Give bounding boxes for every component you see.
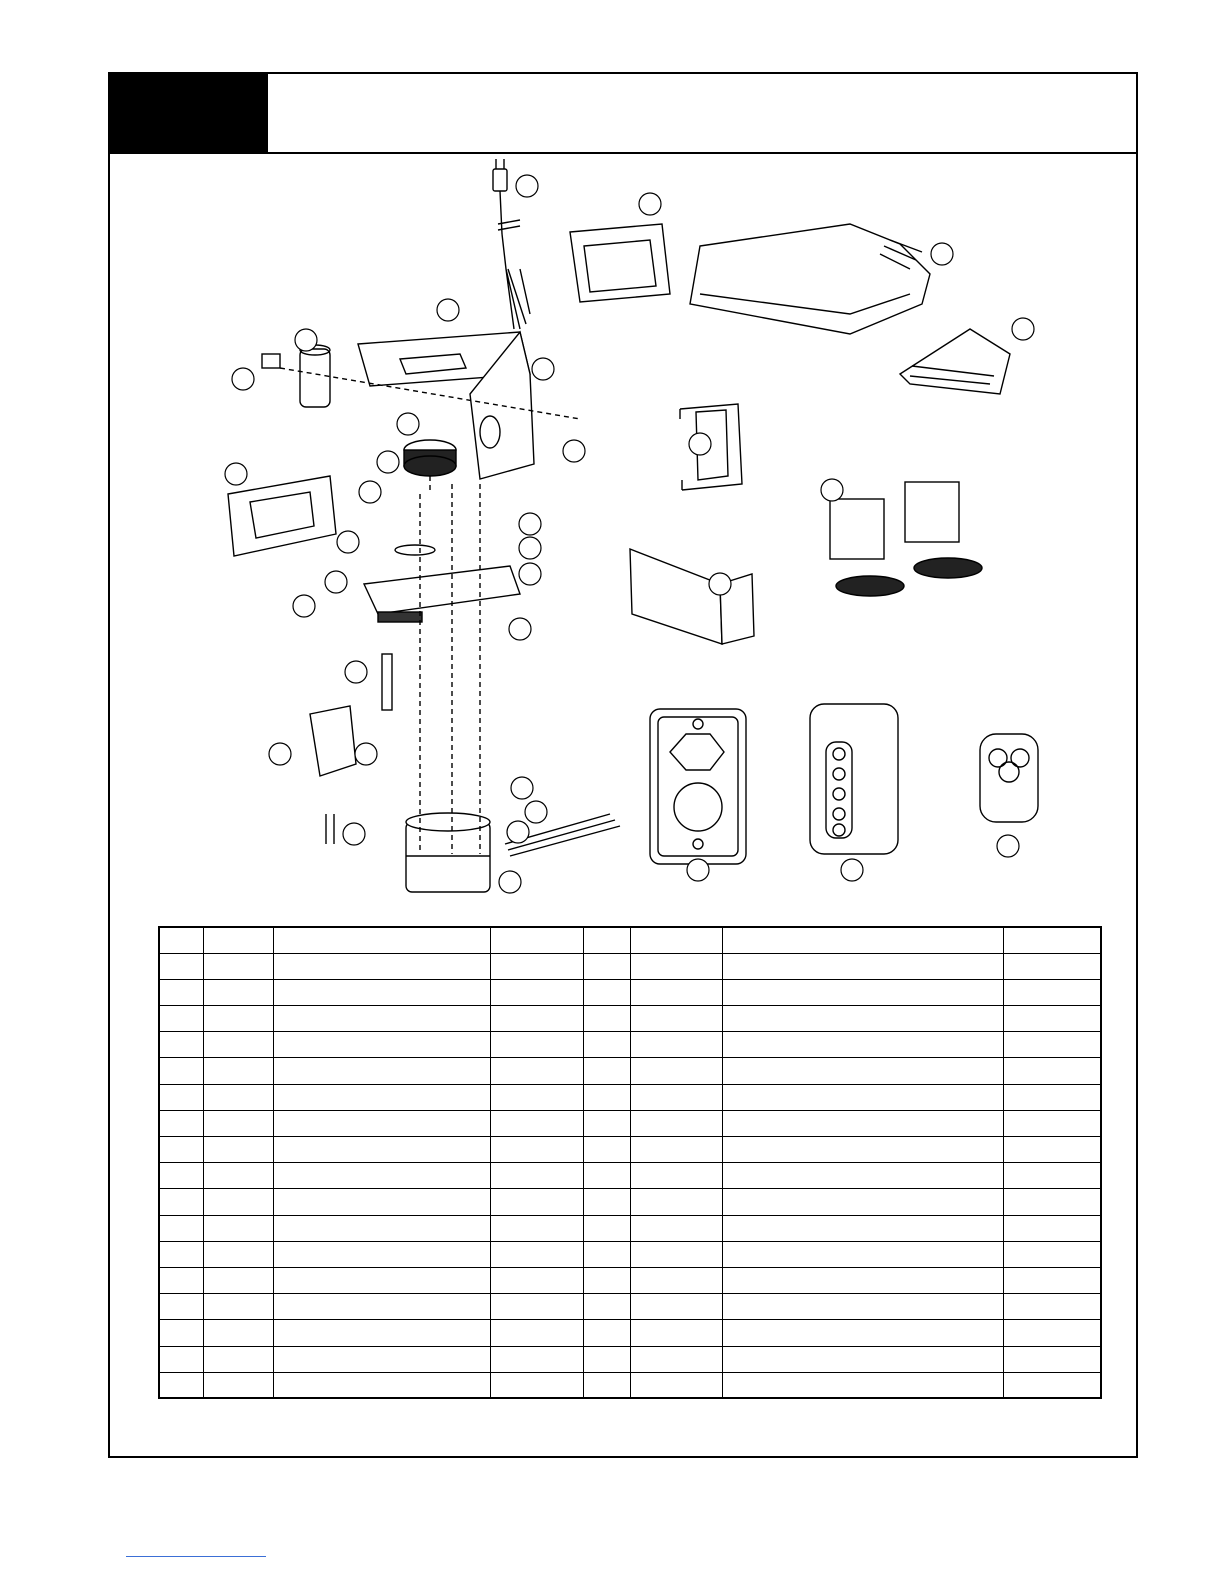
table-cell <box>722 1110 1003 1136</box>
table-cell <box>203 1163 273 1189</box>
table-cell <box>159 1006 203 1032</box>
table-cell <box>1003 979 1101 1005</box>
table-cell <box>159 1241 203 1267</box>
table-cell <box>630 1294 722 1320</box>
table-cell <box>583 1372 630 1398</box>
sensor-bracket-part <box>310 706 356 844</box>
parts-list-body <box>159 953 1101 1398</box>
table-cell <box>630 953 722 979</box>
table-cell <box>159 1372 203 1398</box>
shaft-part <box>382 654 392 710</box>
table-cell <box>1003 1267 1101 1293</box>
table-cell <box>722 1346 1003 1372</box>
cover-part <box>690 224 930 334</box>
table-cell <box>159 1215 203 1241</box>
mounting-plate-part <box>364 545 520 614</box>
lens-part <box>900 329 1010 394</box>
table-row <box>159 1294 1101 1320</box>
table-cell <box>1003 1084 1101 1110</box>
table-cell <box>203 1267 273 1293</box>
table-cell <box>203 1320 273 1346</box>
table-cell <box>583 1058 630 1084</box>
table-cell <box>490 1006 583 1032</box>
table-cell <box>203 1137 273 1163</box>
table-cell <box>583 1084 630 1110</box>
table-cell <box>630 1372 722 1398</box>
table-cell <box>1003 1215 1101 1241</box>
table-cell <box>722 1058 1003 1084</box>
parts-list-table <box>158 926 1102 1399</box>
table-cell <box>273 1346 490 1372</box>
header-cell <box>159 927 203 953</box>
table-cell <box>159 1189 203 1215</box>
angle-bracket-part <box>630 549 754 644</box>
table-cell <box>273 979 490 1005</box>
table-cell <box>1003 1320 1101 1346</box>
table-cell <box>273 1163 490 1189</box>
small-gear-part <box>378 612 422 622</box>
table-cell <box>490 1320 583 1346</box>
table-cell <box>490 1346 583 1372</box>
table-row <box>159 1267 1101 1293</box>
table-cell <box>630 979 722 1005</box>
table-cell <box>159 953 203 979</box>
switch-part <box>262 354 280 368</box>
table-cell <box>1003 1163 1101 1189</box>
table-cell <box>273 1137 490 1163</box>
end-panel-part <box>570 224 670 302</box>
table-cell <box>1003 1372 1101 1398</box>
table-row <box>159 1006 1101 1032</box>
table-cell <box>203 1006 273 1032</box>
table-row <box>159 1189 1101 1215</box>
table-cell <box>722 1163 1003 1189</box>
table-cell <box>273 1006 490 1032</box>
table-cell <box>159 979 203 1005</box>
table-cell <box>273 1032 490 1058</box>
table-cell <box>583 1294 630 1320</box>
header-cell <box>583 927 630 953</box>
table-cell <box>490 1137 583 1163</box>
drive-gear-part <box>404 440 456 476</box>
table-cell <box>722 1294 1003 1320</box>
table-cell <box>1003 1137 1101 1163</box>
table-cell <box>630 1346 722 1372</box>
table-cell <box>203 1372 273 1398</box>
table-cell <box>490 1372 583 1398</box>
table-cell <box>490 1058 583 1084</box>
table-cell <box>583 1032 630 1058</box>
table-cell <box>583 1320 630 1346</box>
table-cell <box>159 1058 203 1084</box>
table-cell <box>1003 1294 1101 1320</box>
table-cell <box>490 1189 583 1215</box>
table-cell <box>583 1110 630 1136</box>
table-cell <box>490 1294 583 1320</box>
table-cell <box>203 1346 273 1372</box>
table-cell <box>273 1189 490 1215</box>
table-cell <box>1003 1110 1101 1136</box>
table-cell <box>583 1215 630 1241</box>
table-cell <box>490 1215 583 1241</box>
table-row <box>159 1058 1101 1084</box>
header-cell <box>630 927 722 953</box>
table-cell <box>630 1058 722 1084</box>
table-cell <box>203 1294 273 1320</box>
table-cell <box>722 1084 1003 1110</box>
table-cell <box>273 1110 490 1136</box>
table-cell <box>583 979 630 1005</box>
table-cell <box>630 1032 722 1058</box>
table-cell <box>490 1267 583 1293</box>
table-cell <box>722 1006 1003 1032</box>
table-cell <box>722 1215 1003 1241</box>
table-cell <box>722 1032 1003 1058</box>
table-cell <box>273 1241 490 1267</box>
table-cell <box>630 1110 722 1136</box>
page-frame <box>108 72 1138 1458</box>
table-cell <box>159 1137 203 1163</box>
table-cell <box>1003 1189 1101 1215</box>
table-cell <box>490 979 583 1005</box>
table-row <box>159 1110 1101 1136</box>
table-cell <box>630 1163 722 1189</box>
table-cell <box>273 1267 490 1293</box>
table-cell <box>1003 1241 1101 1267</box>
table-cell <box>159 1084 203 1110</box>
table-cell <box>203 1058 273 1084</box>
table-cell <box>630 1006 722 1032</box>
table-cell <box>722 1189 1003 1215</box>
wall-console-part <box>650 709 746 864</box>
table-cell <box>203 1110 273 1136</box>
table-cell <box>159 1294 203 1320</box>
table-cell <box>583 1006 630 1032</box>
header-cell <box>490 927 583 953</box>
table-cell <box>583 953 630 979</box>
table-cell <box>273 1215 490 1241</box>
table-cell <box>1003 953 1101 979</box>
header-cell <box>1003 927 1101 953</box>
table-cell <box>722 979 1003 1005</box>
header-block <box>110 74 268 152</box>
table-header-row <box>159 927 1101 953</box>
table-cell <box>1003 1032 1101 1058</box>
table-row <box>159 1137 1101 1163</box>
table-cell <box>159 1346 203 1372</box>
table-cell <box>722 1372 1003 1398</box>
table-cell <box>630 1084 722 1110</box>
table-cell <box>583 1346 630 1372</box>
header-cell <box>273 927 490 953</box>
exploded-parts-diagram <box>110 154 1136 924</box>
table-cell <box>490 1163 583 1189</box>
keyless-entry-part <box>810 704 898 854</box>
table-row <box>159 1372 1101 1398</box>
table-cell <box>203 1215 273 1241</box>
table-cell <box>583 1267 630 1293</box>
table-cell <box>273 953 490 979</box>
table-row <box>159 1346 1101 1372</box>
table-cell <box>273 1320 490 1346</box>
table-cell <box>203 979 273 1005</box>
table-cell <box>1003 1058 1101 1084</box>
table-cell <box>490 1032 583 1058</box>
safety-sensors-part <box>830 482 982 596</box>
table-cell <box>203 1032 273 1058</box>
remote-transmitter-part <box>980 734 1038 822</box>
table-cell <box>273 1294 490 1320</box>
table-cell <box>159 1110 203 1136</box>
table-row <box>159 1032 1101 1058</box>
motor-part <box>406 813 490 892</box>
table-cell <box>159 1032 203 1058</box>
table-cell <box>490 1084 583 1110</box>
table-cell <box>583 1241 630 1267</box>
table-cell <box>583 1189 630 1215</box>
table-cell <box>630 1320 722 1346</box>
header-cell <box>203 927 273 953</box>
table-cell <box>273 1372 490 1398</box>
table-cell <box>203 1084 273 1110</box>
table-cell <box>630 1215 722 1241</box>
table-cell <box>490 1110 583 1136</box>
table-cell <box>1003 1006 1101 1032</box>
table-cell <box>159 1163 203 1189</box>
table-cell <box>583 1137 630 1163</box>
table-cell <box>722 1320 1003 1346</box>
table-cell <box>203 953 273 979</box>
table-cell <box>490 1241 583 1267</box>
table-cell <box>722 1137 1003 1163</box>
table-cell <box>630 1189 722 1215</box>
table-cell <box>203 1241 273 1267</box>
table-cell <box>722 953 1003 979</box>
header-cell <box>722 927 1003 953</box>
logic-board-part <box>228 476 336 556</box>
table-row <box>159 1163 1101 1189</box>
table-cell <box>159 1267 203 1293</box>
footer-link-underline[interactable] <box>126 1556 266 1557</box>
table-cell <box>630 1241 722 1267</box>
table-row <box>159 953 1101 979</box>
table-cell <box>630 1137 722 1163</box>
table-row <box>159 1084 1101 1110</box>
table-cell <box>630 1267 722 1293</box>
table-cell <box>583 1163 630 1189</box>
table-cell <box>722 1241 1003 1267</box>
table-row <box>159 1320 1101 1346</box>
table-row <box>159 979 1101 1005</box>
table-cell <box>159 1320 203 1346</box>
table-cell <box>722 1267 1003 1293</box>
table-cell <box>490 953 583 979</box>
table-cell <box>273 1084 490 1110</box>
table-row <box>159 1215 1101 1241</box>
table-cell <box>203 1189 273 1215</box>
table-cell <box>1003 1346 1101 1372</box>
table-row <box>159 1241 1101 1267</box>
table-cell <box>273 1058 490 1084</box>
